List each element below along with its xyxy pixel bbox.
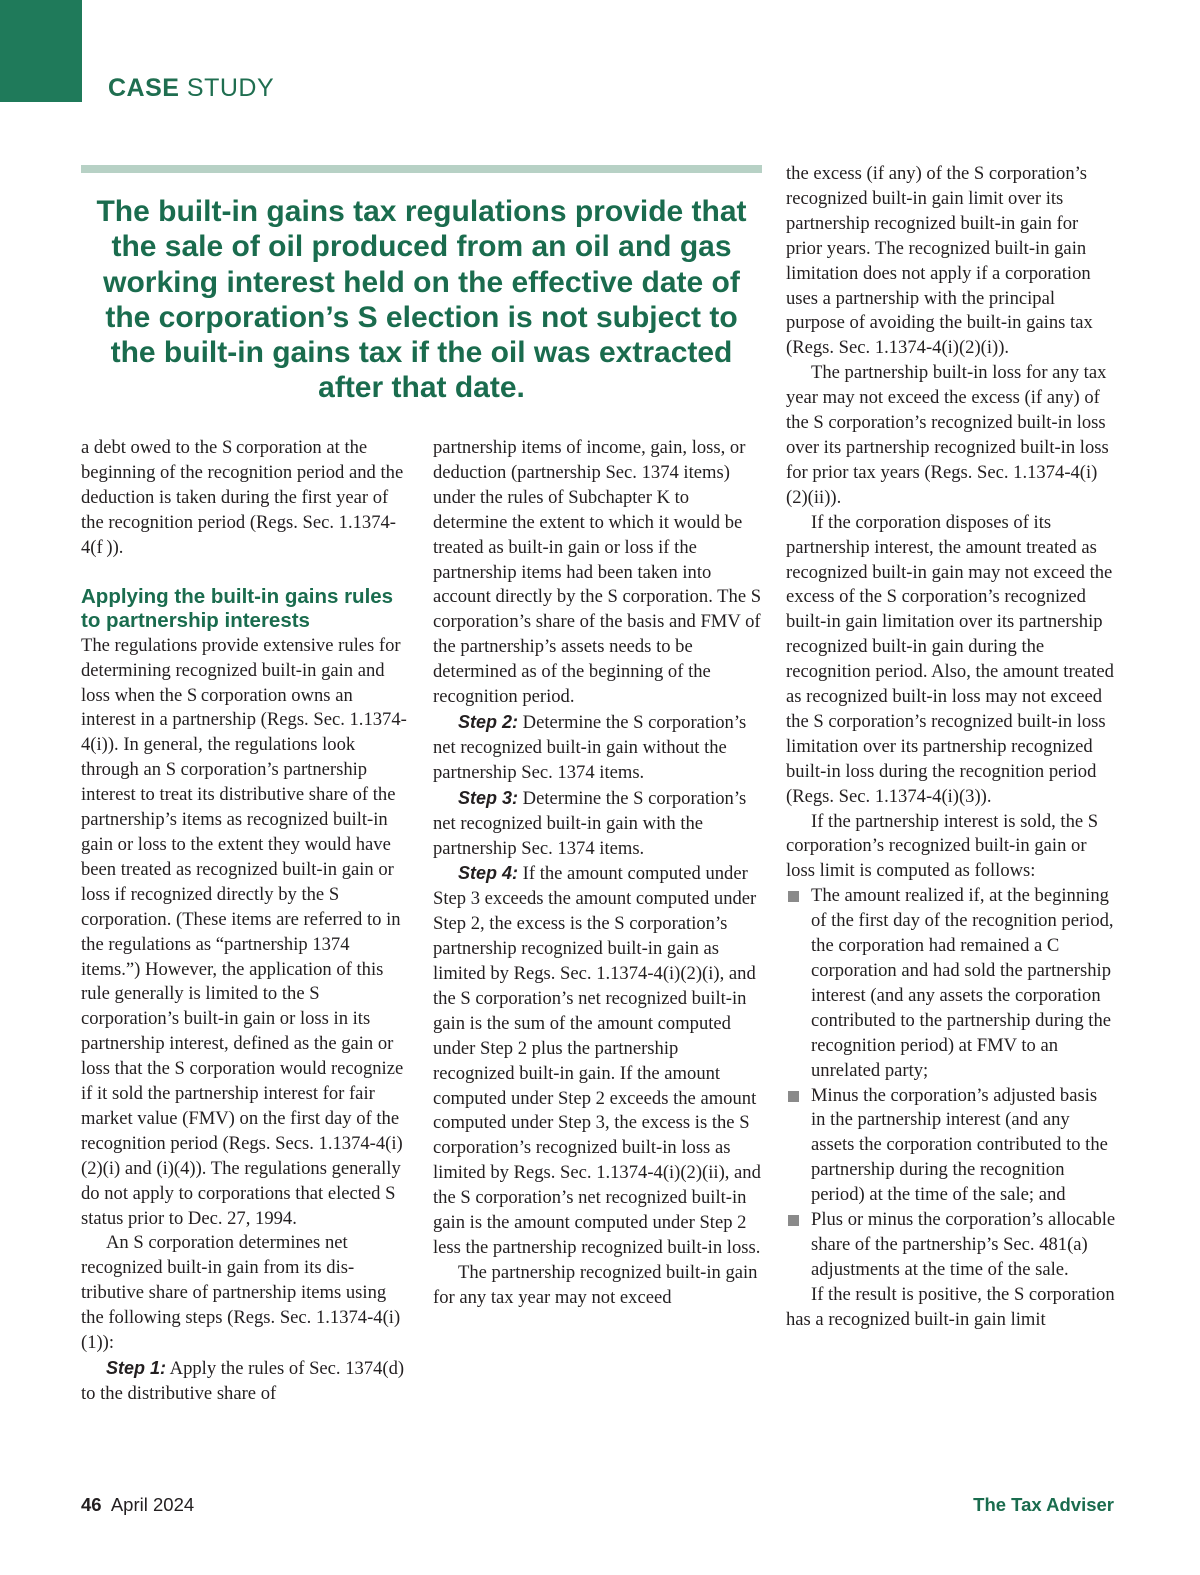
- page-number: 46: [81, 1494, 102, 1515]
- col1-paragraph-2: The regulations provide extensive rules for determining recognized built-in gain and loss when the S corporation owns an interest in a partnership (Regs. Sec. 1.1374-4(i)). In general, the regulations look through an S corporation’s partnership interest to treat its distributive share of the partnership’s items as recognized built-in gain or loss to the extent they would have been treated as recognized built-in gain or loss if recognized directly by the S corporation. (These items are referred to in the regulations as “partnership 1374 items.”) However, the application of this rule generally is limited to the S corporation’s built-in gain or loss in its partnership interest, defined as the gain or loss that the S corporation would recognize if it sold the partnership interest for fair market value (FMV) on the first day of the recognition period (Regs. Secs. 1.1374-4(i)(2)(i) and (i)(4)). The regulations generally do not apply to corporations that elected S status prior to Dec. 27, 1994.: [81, 634, 407, 1229]
- column-2: [433, 436, 763, 1311]
- col1-paragraph-3: An S corporation determines net recognized built-in gain from its distributive share of partnership items using the following steps (Regs. Sec. 1.1374-4(i)(1)):: [81, 1232, 401, 1354]
- pullquote-rule: [81, 165, 762, 173]
- square-bullet-icon: [788, 891, 799, 902]
- list-item-text: Plus or minus the corporation’s allocable share of the partnership’s Sec. 481(a) adjustments at the time of the sale.: [811, 1209, 1116, 1280]
- limit-computation-list: [786, 884, 1116, 1283]
- col2-paragraph-1: partnership items of income, gain, loss, or deduction (partnership Sec. 1374 items) under the rules of Subchapter K to determine the extent to which it would be treated as built-in gain or loss if the partnership items had been taken into account directly by the S corporation. The S corporation’s share of the basis and FMV of the partnership’s assets needs to be determined as of the beginning of the recognition period.: [433, 437, 762, 708]
- step-4-label: Step 4:: [458, 863, 519, 884]
- square-bullet-icon: [788, 1091, 799, 1102]
- step-4-paragraph: [433, 861, 763, 1261]
- list-item: [786, 1084, 1116, 1209]
- step-3-paragraph: [433, 786, 763, 862]
- page-footer-left: [81, 1494, 194, 1516]
- column-3: [786, 162, 1116, 1333]
- col3-paragraph-1: the excess (if any) of the S corporation’s recognized built-in gain limit over its partnership recognized built-in gain for prior years. The recognized built-in gain limitation does not apply if a corporation uses a partnership with the principal purpose of avoiding the built-in gains tax (Regs. Sec. 1.1374-4(i)(2)(i)).: [786, 163, 1093, 359]
- col3-paragraph-5: If the result is positive, the S corporation has a recognized built-in gain limit: [786, 1283, 1115, 1330]
- pull-quote: The built-in gains tax regulations provide that the sale of oil produced from an oil and gas working interest held on the effective date of the corporation’s S election is not subject to the built-in gains tax if the oil was extracted after that date.: [96, 195, 747, 405]
- step-2-text: Determine the S corporation’s net recognized built-in gain without the partnership Sec. 1374 items.: [433, 711, 747, 783]
- col1-paragraph-1: a debt owed to the S corporation at the beginning of the recognition period and the deduction is taken during the first year of the recognition period (Regs. Sec. 1.1374-4(f )).: [81, 437, 404, 558]
- col3-paragraph-3: If the corporation disposes of its partnership interest, the amount treated as recognized built-in gain may not exceed the excess of the S corporation’s recognized built-in gain limitation over its partnership recognized built-in gain during the recognition period. Also, the amount treated as recognized built-in loss may not exceed the S corporation’s recognized built-in loss limitation over its partnership recognized built-in loss during the recognition period (Regs. Sec. 1.1374-4(i)(3)).: [786, 511, 1114, 807]
- step-4-text: If the amount computed under Step 3 exceeds the amount computed under Step 2, the excess is the S corporation’s partnership recognized built-in gain as limited by Regs. Sec. 1.1374-4(i)(2)(i), and the S corporation’s net recognized built-in gain is the sum of the amount computed under Step 2 plus the partnership recognized built-in gain. If the amount computed under Step 2 exceeds the amount computed under Step 3, the excess is the S corporation’s recognized built-in loss as limited by Regs. Sec. 1.1374-4(i)(2)(ii), and the S corporation’s net recognized built-in gain is the amount computed under Step 2 less the partnership recognized built-in loss.: [433, 863, 761, 1258]
- step-3-text: Determine the S corporation’s net recognized built-in gain with the partnership Sec. 1374 items.: [433, 787, 747, 859]
- column-1: [81, 436, 409, 1407]
- section-subhead: Applying the built-in gains rules to partnership interests: [81, 584, 394, 633]
- square-bullet-icon: [788, 1215, 799, 1226]
- step-2-paragraph: [433, 710, 763, 786]
- list-item-text: The amount realized if, at the beginning of the first day of the recognition period, the corporation had remained a C corporation and had sold the partnership interest (and any assets the corporation contributed to the partnership during the recognition period) at FMV to an unrelated party;: [811, 885, 1114, 1081]
- col3-paragraph-2: The partnership built-in loss for any tax year may not exceed the excess (if any) of the S corporation’s recognized built-in loss over its partnership recognized built-in loss for prior tax years (Regs. Sec. 1.1374-4(i)(2)(ii)).: [786, 362, 1109, 508]
- publication-name: The Tax Adviser: [973, 1494, 1114, 1515]
- issue-date: April 2024: [110, 1494, 195, 1515]
- section-label-light: STUDY: [186, 74, 275, 102]
- section-color-tab: [0, 0, 82, 102]
- step-1-paragraph: [81, 1356, 409, 1407]
- step-3-label: Step 3:: [458, 787, 519, 808]
- step-1-text: Apply the rules of Sec. 1374(d) to the distributive share of: [81, 1358, 405, 1404]
- col2-paragraph-2: The partnership recognized built-in gain for any tax year may not exceed: [433, 1261, 758, 1308]
- col3-paragraph-4: If the partnership interest is sold, the S corporation’s recognized built-in gain or loss limit is computed as follows:: [786, 810, 1099, 882]
- section-label: [108, 74, 274, 103]
- list-item-text: Minus the corporation’s adjusted basis in the partnership interest (and any assets the corporation contributed to the partnership during the recognition period) at the time of the sale; and: [811, 1084, 1108, 1206]
- section-label-bold: CASE: [108, 74, 180, 102]
- list-item: [786, 1208, 1116, 1283]
- list-item: [786, 884, 1116, 1083]
- step-2-label: Step 2:: [458, 711, 519, 732]
- step-1-label: Step 1:: [106, 1358, 167, 1378]
